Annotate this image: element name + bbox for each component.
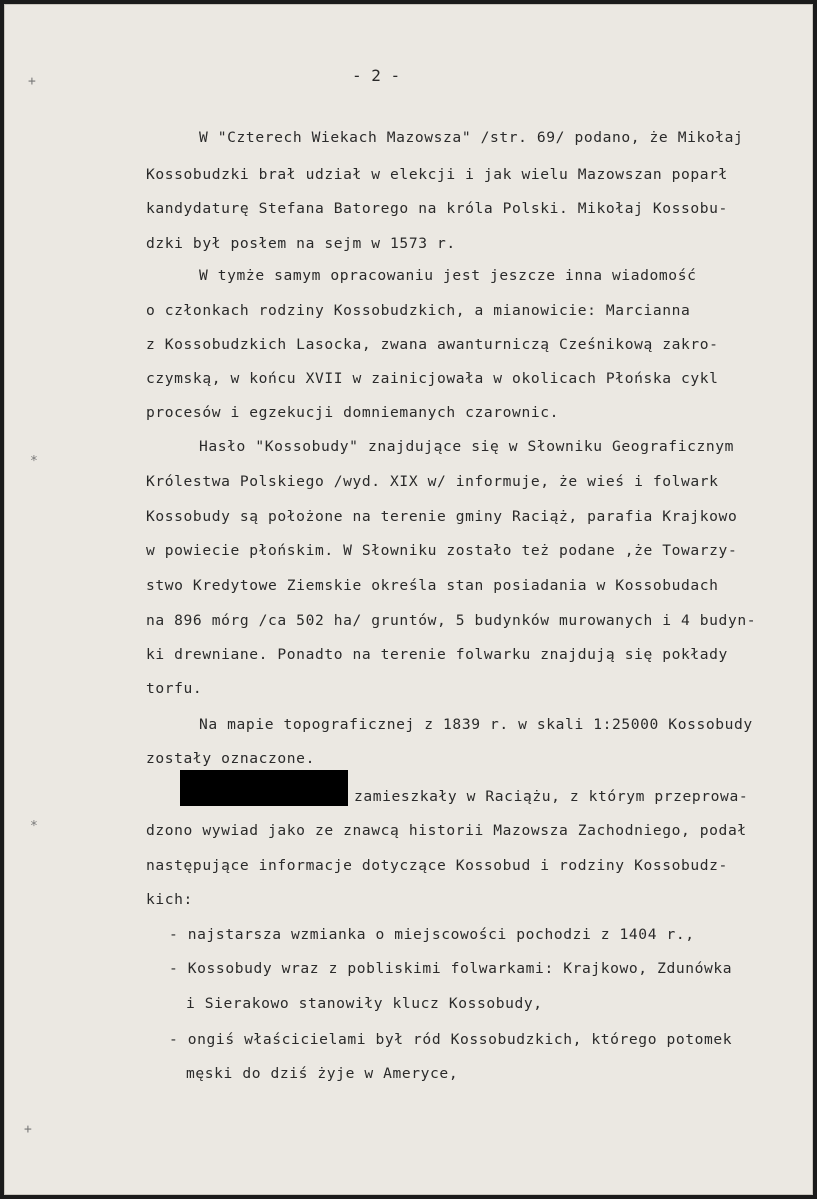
text-line: z Kossobudzkich Lasocka, zwana awanturniczą Cześnikową zakro- (146, 336, 719, 353)
text-line: dzki był posłem na sejm w 1573 r. (146, 235, 456, 252)
list-item: - ongiś właścicielami był ród Kossobudzkich, którego potomek (169, 1031, 733, 1048)
text-line: W tymże samym opracowaniu jest jeszcze inna wiadomość (199, 267, 697, 284)
text-line: ki drewniane. Ponadto na terenie folwarku znajdują się pokłady (146, 646, 728, 663)
page-number: - 2 - (352, 66, 401, 85)
margin-mark: + (28, 74, 36, 89)
text-line: Kossobudy są położone na terenie gminy Raciąż, parafia Krajkowo (146, 508, 738, 525)
document-page (4, 4, 813, 1195)
text-line: Kossobudzki brał udział w elekcji i jak wielu Mazowszan poparł (146, 166, 728, 183)
text-line: kandydaturę Stefana Batorego na króla Polski. Mikołaj Kossobu- (146, 200, 728, 217)
text-line: na 896 mórg /ca 502 ha/ gruntów, 5 budynków murowanych i 4 budyn- (146, 612, 757, 629)
margin-mark: * (30, 819, 38, 834)
text-line: zamieszkały w Raciążu, z którym przeprowa- (354, 788, 749, 805)
text-line: Królestwa Polskiego /wyd. XIX w/ informuje, że wieś i folwark (146, 473, 719, 490)
text-line: torfu. (146, 680, 203, 697)
text-line: stwo Kredytowe Ziemskie określa stan posiadania w Kossobudach (146, 577, 719, 594)
text-line: czymską, w końcu XVII w zainicjowała w okolicach Płońska cykl (146, 370, 719, 387)
text-line: kich: (146, 891, 193, 908)
text-line: o członkach rodziny Kossobudzkich, a mianowicie: Marcianna (146, 302, 691, 319)
margin-mark: + (24, 1122, 32, 1137)
text-line: następujące informacje dotyczące Kossobud i rodziny Kossobudz- (146, 857, 728, 874)
text-line: i Sierakowo stanowiły klucz Kossobudy, (186, 995, 543, 1012)
text-line: W "Czterech Wiekach Mazowsza" /str. 69/ podano, że Mikołaj (199, 129, 744, 146)
text-line: Hasło "Kossobudy" znajdujące się w Słowniku Geograficznym (199, 438, 735, 455)
text-line: w powiecie płońskim. W Słowniku zostało też podane ,że Towarzy- (146, 542, 738, 559)
text-line: dzono wywiad jako ze znawcą historii Mazowsza Zachodniego, podał (146, 822, 747, 839)
text-line: procesów i egzekucji domniemanych czarownic. (146, 404, 559, 421)
list-item: - Kossobudy wraz z pobliskimi folwarkami: Krajkowo, Zdunówka (169, 960, 733, 977)
text-line: zostały oznaczone. (146, 750, 315, 767)
text-line: Na mapie topograficznej z 1839 r. w skali 1:25000 Kossobudy (199, 716, 753, 733)
text-line: męski do dziś żyje w Ameryce, (186, 1065, 459, 1082)
redaction-block (180, 770, 348, 806)
margin-mark: * (30, 454, 38, 469)
list-item: - najstarsza wzmianka o miejscowości pochodzi z 1404 r., (169, 926, 695, 943)
